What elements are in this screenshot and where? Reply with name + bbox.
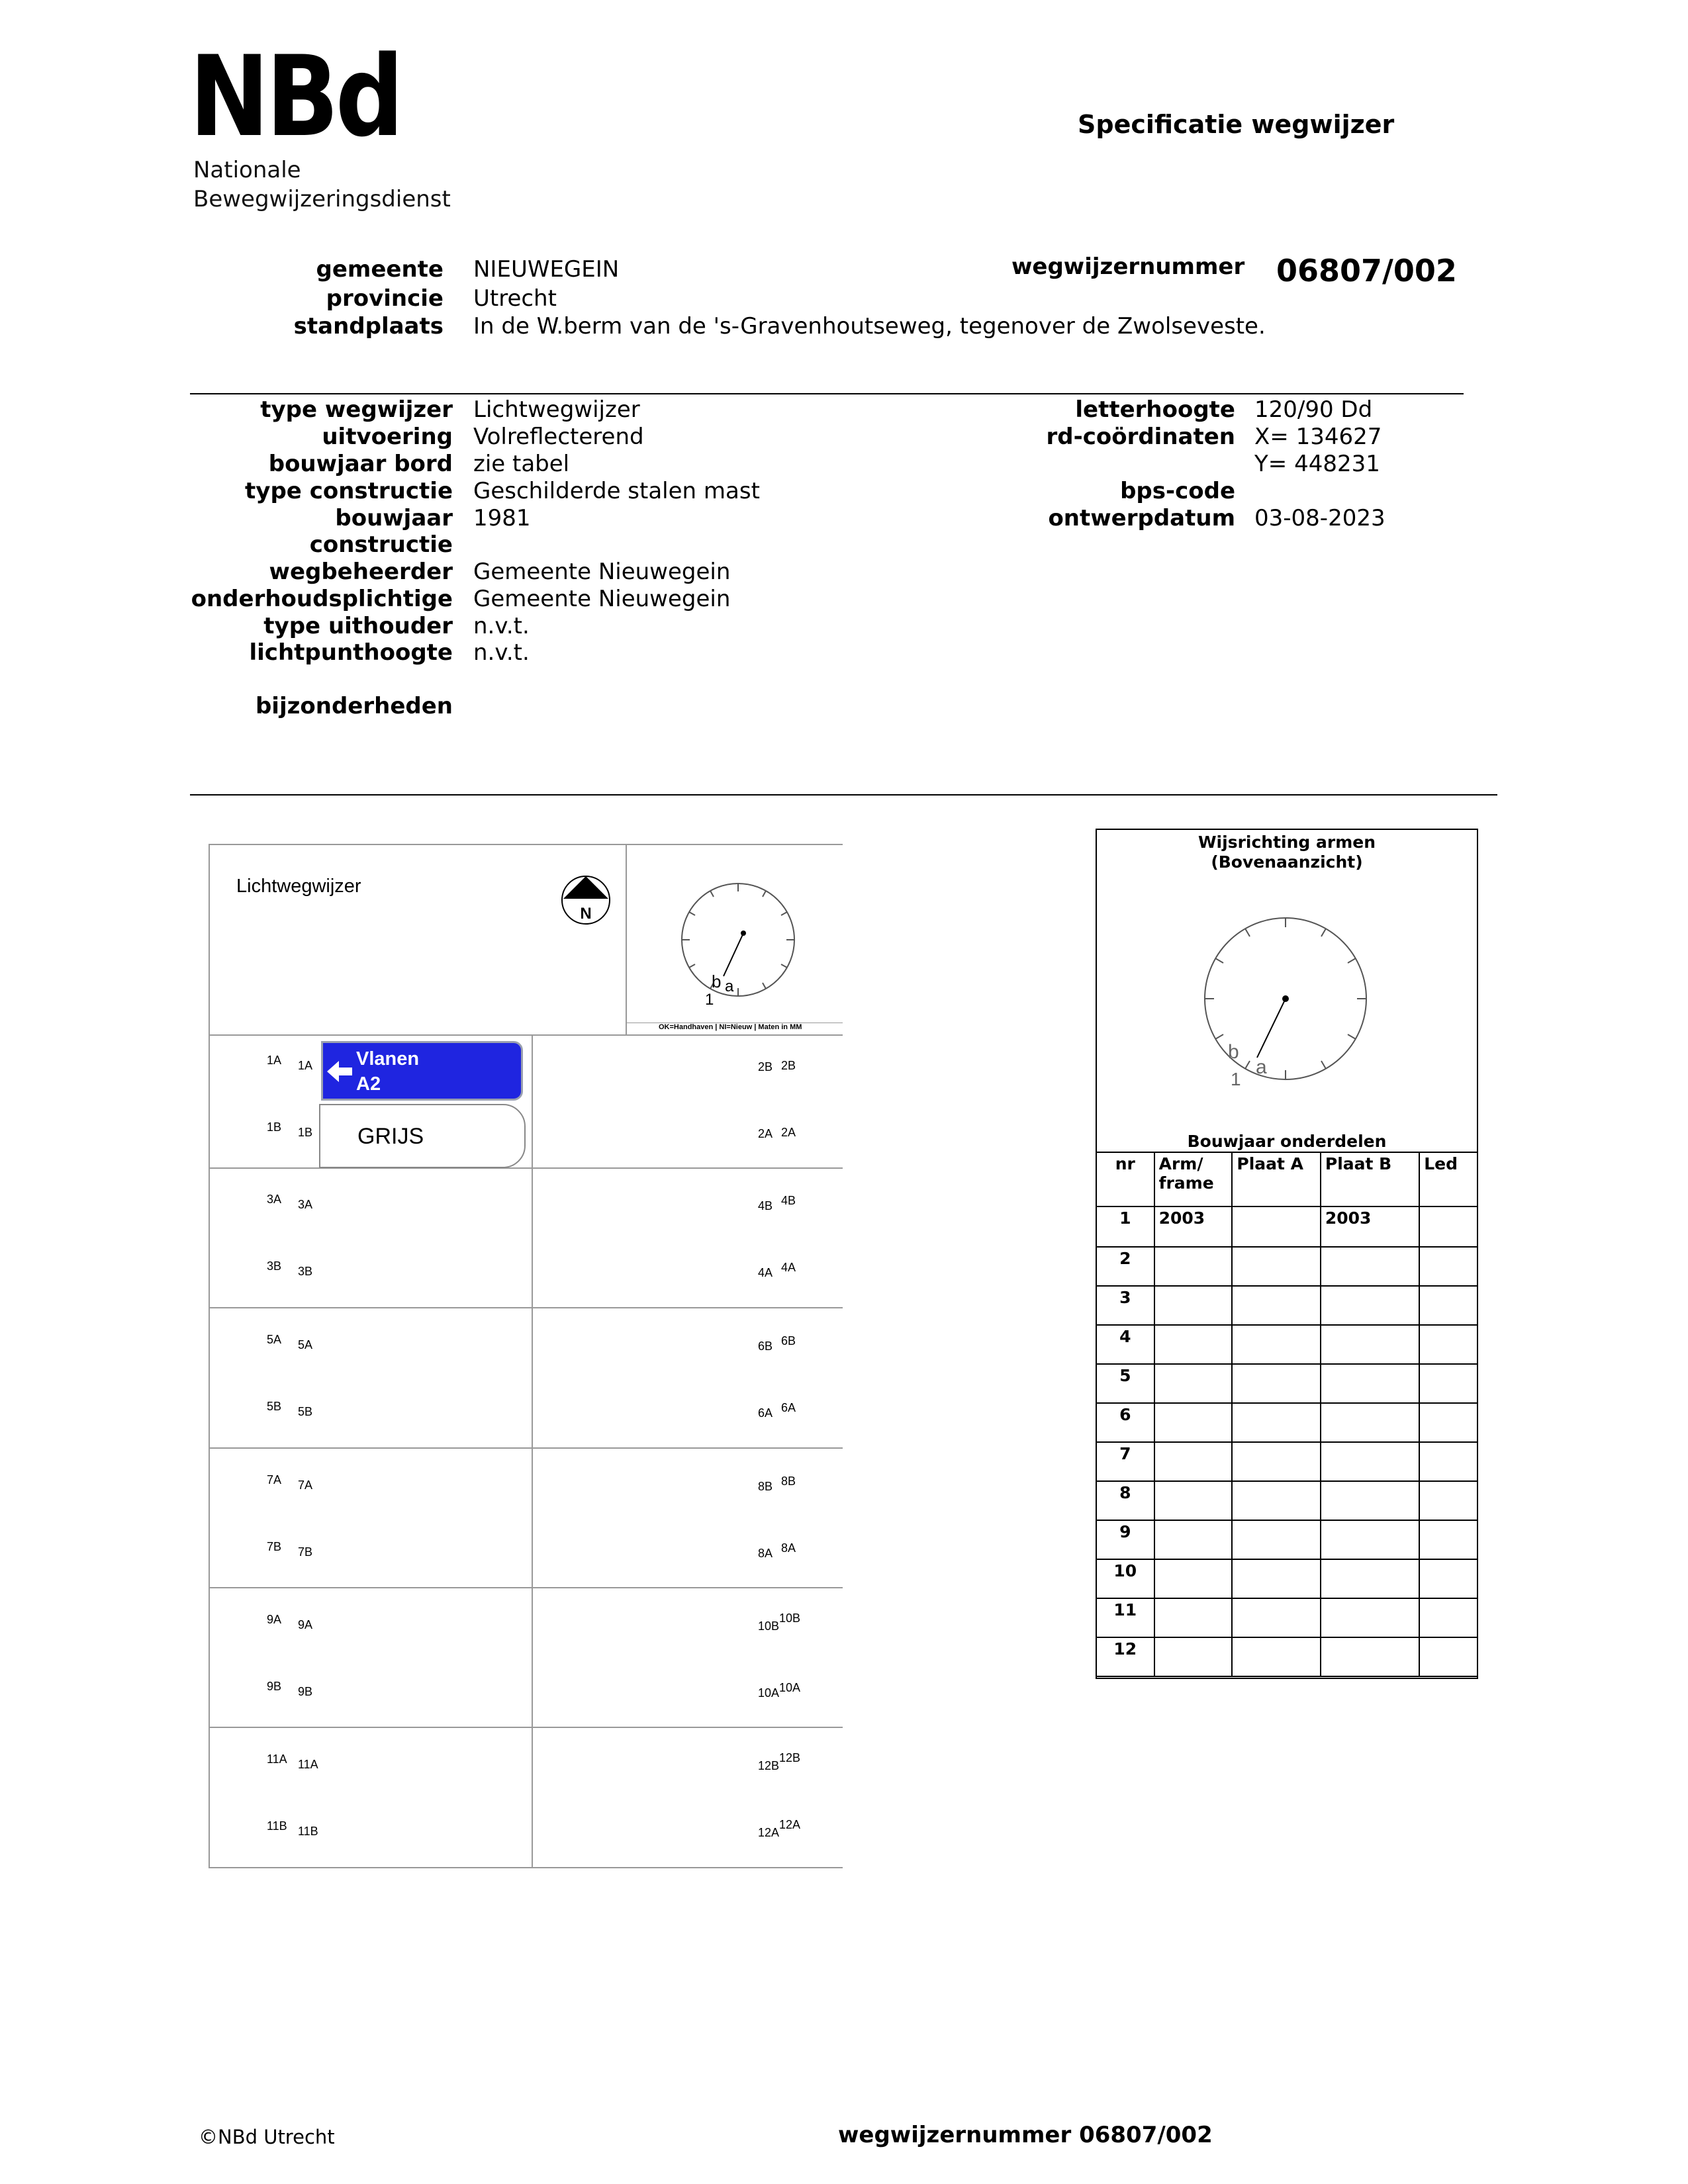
slot-label: 2A	[781, 1126, 796, 1139]
cell-led	[1419, 1520, 1477, 1559]
cell-plaat-b	[1321, 1520, 1419, 1559]
slot-label: 1B	[267, 1120, 282, 1134]
slot-label: 5A	[267, 1333, 282, 1346]
cell-arm	[1154, 1559, 1233, 1598]
cell-arm	[1154, 1247, 1233, 1286]
slot-label: 7B	[298, 1545, 313, 1559]
type-constructie-value: Geschilderde stalen mast	[473, 478, 760, 504]
cell-nr: 9	[1096, 1520, 1154, 1559]
grid-line	[209, 844, 210, 1868]
slot-label: 8A	[781, 1541, 796, 1555]
slot-label: 12A	[758, 1826, 780, 1839]
arms-panel	[1096, 829, 1478, 1679]
cell-nr: 4	[1096, 1325, 1154, 1364]
cell-plaat-b	[1321, 1403, 1419, 1442]
grid-line	[626, 844, 627, 1036]
bouwjaar-table	[1096, 1152, 1478, 1677]
table-row	[1096, 1637, 1477, 1676]
slot-label: 2A	[758, 1127, 773, 1140]
drawing-title: Lichtwegwijzer	[236, 876, 361, 897]
sign-row-1	[209, 1036, 532, 1168]
table-row	[1096, 1442, 1477, 1481]
drawing-compass-1: 1	[705, 991, 714, 1006]
table-header-row	[1096, 1152, 1477, 1206]
table-row	[1096, 1403, 1477, 1442]
bouwjaar-constructie-label-2: constructie	[309, 531, 453, 558]
letterhoogte-value: 120/90 Dd	[1254, 396, 1373, 423]
grid-line	[209, 1867, 843, 1868]
type-uithouder-label: type uithouder	[263, 613, 453, 639]
header-arm-1: Arm/	[1158, 1154, 1203, 1173]
cell-led	[1419, 1598, 1477, 1637]
slot-label: 10B	[779, 1612, 801, 1625]
ontwerpdatum-value: 03-08-2023	[1254, 505, 1385, 531]
slot-label: 3B	[267, 1259, 282, 1273]
gemeente-label: gemeente	[316, 256, 444, 283]
table-row	[1096, 1364, 1477, 1403]
rd-coordinaten-label: rd-coördinaten	[1046, 424, 1235, 450]
cell-led	[1419, 1442, 1477, 1481]
slot-label: 7B	[267, 1540, 282, 1553]
slot-label: 8B	[758, 1480, 773, 1493]
cell-arm	[1154, 1403, 1233, 1442]
cell-led	[1419, 1364, 1477, 1403]
slot-label: 3A	[267, 1193, 282, 1206]
sign-1b	[319, 1104, 526, 1168]
slot-label: 11A	[267, 1752, 287, 1766]
bouwjaar-bord-label: bouwjaar bord	[268, 451, 453, 477]
header-led: Led	[1419, 1152, 1477, 1206]
cell-plaat-a	[1232, 1364, 1321, 1403]
slot-label: 8B	[781, 1475, 796, 1488]
cell-arm	[1154, 1286, 1233, 1325]
slot-label: 5B	[298, 1405, 313, 1418]
cell-plaat-a	[1232, 1247, 1321, 1286]
cell-plaat-a	[1232, 1403, 1321, 1442]
arms-compass-a: a	[1256, 1056, 1267, 1078]
slot-label: 6B	[781, 1334, 796, 1347]
divider-top	[190, 393, 1464, 394]
cell-plaat-a	[1232, 1598, 1321, 1637]
slot-label: 12A	[779, 1818, 801, 1831]
sign-1b-text: GRIJS	[357, 1124, 424, 1149]
gemeente-value: NIEUWEGEIN	[473, 256, 620, 283]
bijzonderheden-label: bijzonderheden	[255, 693, 453, 719]
cell-plaat-a	[1232, 1637, 1321, 1676]
cell-arm	[1154, 1442, 1233, 1481]
footer-number: wegwijzernummer 06807/002	[838, 2122, 1213, 2148]
table-row	[1096, 1559, 1477, 1598]
cell-plaat-a	[1232, 1481, 1321, 1520]
arms-title-2: (Bovenaanzicht)	[1211, 852, 1363, 872]
north-arrow-icon	[559, 874, 612, 927]
cell-plaat-b: 2003	[1321, 1206, 1419, 1247]
table-row	[1096, 1286, 1477, 1325]
slot-label: 4B	[781, 1194, 796, 1207]
sign-1a-line-1: Vlanen	[356, 1048, 420, 1069]
cell-plaat-b	[1321, 1364, 1419, 1403]
slot-label: 9B	[298, 1685, 313, 1698]
standplaats-label: standplaats	[293, 313, 444, 340]
cell-plaat-a	[1232, 1325, 1321, 1364]
wegwijzernummer-value: 06807/002	[1276, 253, 1457, 289]
slot-label: 3B	[298, 1265, 313, 1278]
arms-compass	[1196, 916, 1375, 1088]
standplaats-value: In de W.berm van de 's-Gravenhoutseweg, tegenover de Zwolseveste.	[473, 313, 1266, 340]
grid-line	[209, 1727, 843, 1728]
cell-arm	[1154, 1637, 1233, 1676]
slot-label: 12B	[779, 1751, 801, 1764]
grid-line	[209, 1447, 843, 1449]
wegbeheerder-value: Gemeente Nieuwegein	[473, 559, 731, 585]
cell-nr: 6	[1096, 1403, 1154, 1442]
slot-label: 4A	[758, 1266, 773, 1279]
nbd-logo: NBd	[189, 32, 400, 161]
slot-label: 10A	[758, 1686, 780, 1700]
cell-led	[1419, 1286, 1477, 1325]
header-plaat-b: Plaat B	[1321, 1152, 1419, 1206]
rd-x-value: X= 134627	[1254, 424, 1382, 450]
sign-drawing	[209, 844, 843, 1870]
slot-label: 7A	[298, 1479, 313, 1492]
arrow-left-icon	[326, 1058, 353, 1085]
slot-label: 10A	[779, 1681, 801, 1694]
bouwjaar-bord-value: zie tabel	[473, 451, 570, 477]
cell-plaat-b	[1321, 1325, 1419, 1364]
cell-arm: 2003	[1154, 1206, 1233, 1247]
footer-copyright: ©NBd Utrecht	[199, 2126, 335, 2148]
cell-arm	[1154, 1598, 1233, 1637]
type-uithouder-value: n.v.t.	[473, 613, 530, 639]
cell-plaat-b	[1321, 1286, 1419, 1325]
cell-nr: 11	[1096, 1598, 1154, 1637]
slot-label: 1A	[298, 1059, 313, 1072]
cell-plaat-a	[1232, 1442, 1321, 1481]
grid-line	[532, 1036, 533, 1868]
slot-label: 9A	[267, 1613, 282, 1626]
arms-compass-b: b	[1228, 1041, 1239, 1063]
cell-arm	[1154, 1520, 1233, 1559]
cell-plaat-a	[1232, 1286, 1321, 1325]
slot-label: 11B	[298, 1825, 318, 1838]
table-row	[1096, 1325, 1477, 1364]
provincie-value: Utrecht	[473, 285, 557, 312]
slot-label: 3A	[298, 1198, 313, 1211]
drawing-compass	[672, 874, 804, 1006]
table-row	[1096, 1520, 1477, 1559]
cell-plaat-b	[1321, 1598, 1419, 1637]
arms-compass-1: 1	[1231, 1069, 1241, 1088]
slot-label: 5B	[267, 1400, 282, 1413]
rd-y-value: Y= 448231	[1254, 451, 1380, 477]
cell-plaat-a	[1232, 1520, 1321, 1559]
slot-label: 2B	[781, 1059, 796, 1072]
slot-label: 7A	[267, 1473, 282, 1486]
bouwjaar-table-title: Bouwjaar onderdelen	[1187, 1132, 1387, 1151]
provincie-label: provincie	[326, 285, 444, 312]
cell-plaat-b	[1321, 1442, 1419, 1481]
slot-label: 6B	[758, 1340, 773, 1353]
slot-label: 4B	[758, 1199, 773, 1212]
onderhoudsplichtige-label: onderhoudsplichtige	[191, 586, 453, 612]
cell-led	[1419, 1403, 1477, 1442]
cell-led	[1419, 1206, 1477, 1247]
cell-plaat-a	[1232, 1559, 1321, 1598]
table-row	[1096, 1206, 1477, 1247]
slot-label: 5A	[298, 1338, 313, 1351]
cell-arm	[1154, 1481, 1233, 1520]
cell-arm	[1154, 1364, 1233, 1403]
header-arm	[1154, 1152, 1233, 1206]
slot-label: 12B	[758, 1759, 780, 1772]
arms-title-1: Wijsrichting armen	[1197, 833, 1376, 852]
slot-label: 1A	[267, 1054, 282, 1067]
drawing-compass-a: a	[725, 978, 734, 995]
slot-label: 6A	[781, 1401, 796, 1414]
cell-nr: 10	[1096, 1559, 1154, 1598]
document-title: Specificatie wegwijzer	[1078, 110, 1395, 139]
slot-label: 2B	[758, 1060, 773, 1073]
onderhoudsplichtige-value: Gemeente Nieuwegein	[473, 586, 731, 612]
uitvoering-label: uitvoering	[322, 424, 453, 450]
grid-line	[209, 844, 843, 845]
ontwerpdatum-label: ontwerpdatum	[1048, 505, 1235, 531]
slot-label: 1B	[298, 1126, 313, 1139]
table-row	[1096, 1598, 1477, 1637]
sign-1a	[321, 1041, 523, 1101]
cell-nr: 3	[1096, 1286, 1154, 1325]
grid-line	[209, 1307, 843, 1308]
cell-nr: 8	[1096, 1481, 1154, 1520]
drawing-compass-b: b	[712, 972, 722, 991]
slot-label: 9B	[267, 1680, 282, 1693]
cell-plaat-b	[1321, 1481, 1419, 1520]
wegwijzernummer-label: wegwijzernummer	[1011, 253, 1245, 280]
drawing-legend: OK=Handhaven | NI=Nieuw | Maten in MM	[659, 1023, 802, 1031]
table-row	[1096, 1247, 1477, 1286]
slot-label: 11A	[298, 1758, 318, 1771]
type-wegwijzer-value: Lichtwegwijzer	[473, 396, 640, 423]
lichtpunthoogte-value: n.v.t.	[473, 639, 530, 666]
type-constructie-label: type constructie	[245, 478, 453, 504]
type-wegwijzer-label: type wegwijzer	[260, 396, 453, 423]
logo-line-1: Nationale	[193, 157, 301, 183]
divider-bottom	[190, 794, 1497, 796]
logo-line-2: Bewegwijzeringsdienst	[193, 186, 451, 212]
cell-plaat-b	[1321, 1247, 1419, 1286]
cell-led	[1419, 1247, 1477, 1286]
header-plaat-a: Plaat A	[1232, 1152, 1321, 1206]
cell-plaat-a	[1232, 1206, 1321, 1247]
lichtpunthoogte-label: lichtpunthoogte	[249, 639, 453, 666]
slot-label: 8A	[758, 1547, 773, 1560]
cell-led	[1419, 1481, 1477, 1520]
cell-led	[1419, 1637, 1477, 1676]
cell-nr: 5	[1096, 1364, 1154, 1403]
table-row	[1096, 1481, 1477, 1520]
cell-nr: 12	[1096, 1637, 1154, 1676]
slot-label: 9A	[298, 1618, 313, 1631]
north-label: N	[580, 905, 592, 923]
slot-label: 6A	[758, 1406, 773, 1420]
cell-plaat-b	[1321, 1559, 1419, 1598]
cell-plaat-b	[1321, 1637, 1419, 1676]
slot-label: 11B	[267, 1819, 287, 1833]
header-arm-2: frame	[1158, 1173, 1214, 1193]
letterhoogte-label: letterhoogte	[1075, 396, 1235, 423]
header-nr: nr	[1096, 1152, 1154, 1206]
slot-label: 4A	[781, 1261, 796, 1274]
bouwjaar-constructie-label-1: bouwjaar	[335, 505, 453, 531]
cell-nr: 2	[1096, 1247, 1154, 1286]
cell-arm	[1154, 1325, 1233, 1364]
sign-1a-line-2: A2	[356, 1073, 381, 1095]
cell-nr: 1	[1096, 1206, 1154, 1247]
grid-line	[209, 1587, 843, 1588]
wegbeheerder-label: wegbeheerder	[269, 559, 453, 585]
cell-led	[1419, 1325, 1477, 1364]
bouwjaar-constructie-value: 1981	[473, 505, 531, 531]
bps-code-label: bps-code	[1120, 478, 1235, 504]
cell-nr: 7	[1096, 1442, 1154, 1481]
slot-label: 10B	[758, 1619, 780, 1633]
uitvoering-value: Volreflecterend	[473, 424, 644, 450]
cell-led	[1419, 1559, 1477, 1598]
